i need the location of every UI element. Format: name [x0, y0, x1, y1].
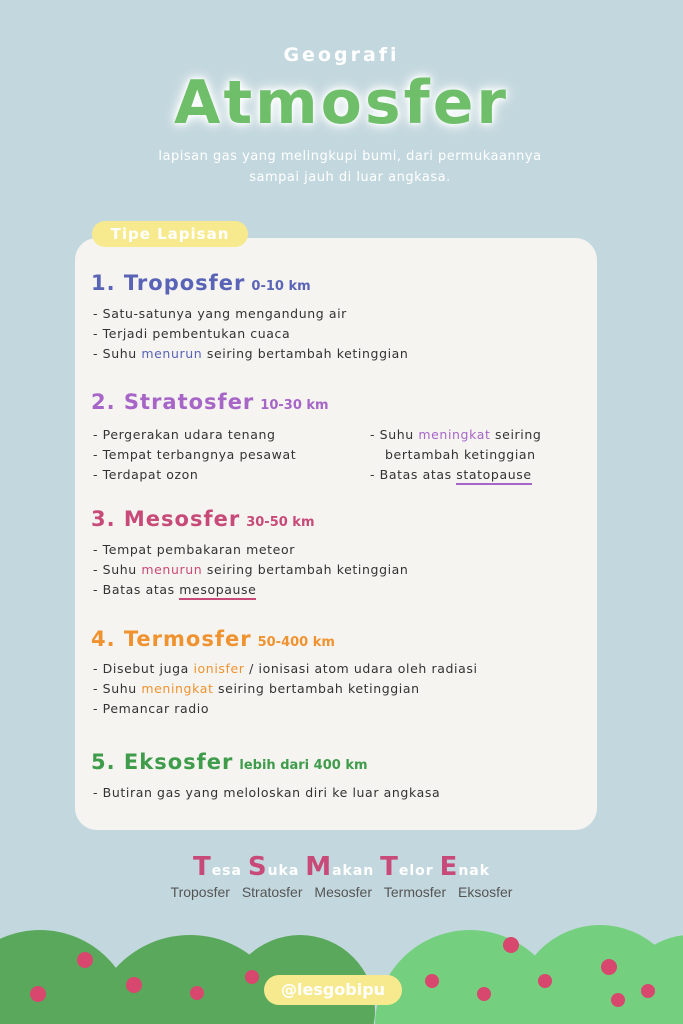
- mnemonic: [0, 852, 683, 882]
- item-text: / ionisasi atom udara oleh radiasi: [244, 661, 478, 676]
- list-item: - Terdapat ozon: [93, 467, 199, 482]
- underlined-word: statopause: [456, 467, 531, 485]
- list-item: - Butiran gas yang meloloskan diri ke luar angkasa: [93, 785, 441, 800]
- list-item: [93, 346, 408, 361]
- mnemonic-cap: T: [380, 852, 399, 882]
- layer-range: 0-10 km: [251, 279, 311, 294]
- layer-title-troposfer: [91, 271, 311, 295]
- layer-name: 4. Termosfer: [91, 627, 252, 651]
- list-item: [93, 562, 408, 577]
- item-text: - Disebut juga: [93, 661, 194, 676]
- berry-shape: [611, 993, 625, 1007]
- mnemonic-word: [305, 852, 375, 882]
- list-item: [93, 661, 478, 676]
- item-text: seiring bertambah ketinggian: [202, 346, 409, 361]
- berry-shape: [477, 987, 491, 1001]
- mnemonic-cap: T: [192, 852, 212, 882]
- layer-name: 2. Stratosfer: [91, 390, 255, 414]
- mnemonic-word: [439, 852, 491, 882]
- berry-shape: [245, 970, 259, 984]
- berry-shape: [641, 984, 655, 998]
- layer-name: 1. Troposfer: [91, 271, 246, 295]
- legend-item: Termosfer: [383, 884, 447, 900]
- legend-item: Mesosfer: [314, 884, 372, 900]
- list-item: - Tempat terbangnya pesawat: [93, 447, 297, 462]
- item-text: seiring bertambah ketinggian: [213, 681, 420, 696]
- berry-shape: [126, 977, 142, 993]
- highlight-word: meningkat: [418, 427, 491, 442]
- layer-name: 3. Mesosfer: [91, 507, 241, 531]
- berry-shape: [538, 974, 552, 988]
- mnemonic-cap: S: [247, 852, 268, 882]
- list-item: [93, 681, 420, 696]
- mnemonic-rest: elor: [398, 863, 434, 879]
- bushes-decoration: [0, 915, 683, 1024]
- mnemonic-rest: akan: [332, 863, 375, 879]
- highlight-word: ionisfer: [193, 661, 245, 676]
- layer-title-eksosfer: [91, 750, 368, 774]
- list-item: - Terjadi pembentukan cuaca: [93, 326, 291, 341]
- item-text: seiring: [490, 427, 542, 442]
- page-description: lapisan gas yang melingkupi bumi, dari permukaannya sampai jauh di luar angkasa.: [158, 149, 542, 185]
- list-item: [370, 427, 541, 442]
- legend-item: Troposfer: [170, 884, 230, 900]
- berry-shape: [503, 937, 519, 953]
- list-item: - Pergerakan udara tenang: [93, 427, 276, 442]
- list-item: [93, 582, 256, 597]
- mnemonic-legend: [0, 884, 683, 900]
- layer-name: 5. Eksosfer: [91, 750, 234, 774]
- page-title: Atmosfer: [174, 68, 509, 138]
- item-text: - Suhu: [93, 346, 142, 361]
- list-item: [370, 467, 532, 482]
- page-subtitle: Geografi: [283, 44, 400, 66]
- item-text: - Suhu: [93, 562, 142, 577]
- item-text: - Suhu: [93, 681, 142, 696]
- item-text: seiring bertambah ketinggian: [202, 562, 409, 577]
- berry-shape: [77, 952, 93, 968]
- mnemonic-rest: nak: [458, 863, 491, 879]
- mnemonic-cap: E: [439, 852, 459, 882]
- item-text: - Batas atas: [370, 467, 457, 482]
- layer-range: 30-50 km: [246, 515, 315, 530]
- mnemonic-word: [192, 852, 242, 882]
- underlined-word: mesopause: [179, 582, 256, 600]
- list-item: - Pemancar radio: [93, 701, 210, 716]
- layer-title-stratosfer: [91, 390, 329, 414]
- layer-range: 10-30 km: [260, 398, 329, 413]
- berry-shape: [190, 986, 204, 1000]
- highlight-word: menurun: [141, 346, 203, 361]
- list-item: - Satu-satunya yang mengandung air: [93, 306, 347, 321]
- highlight-word: meningkat: [141, 681, 214, 696]
- section-tag: Tipe Lapisan: [92, 221, 248, 247]
- layer-range: 50-400 km: [257, 635, 335, 650]
- berry-shape: [425, 974, 439, 988]
- social-handle: @lesgobipu: [264, 975, 402, 1005]
- list-item: - Tempat pembakaran meteor: [93, 542, 295, 557]
- berry-shape: [601, 959, 617, 975]
- mnemonic-cap: M: [305, 852, 333, 882]
- legend-item: Eksosfer: [458, 884, 513, 900]
- item-text: - Suhu: [370, 427, 419, 442]
- mnemonic-word: [247, 852, 300, 882]
- layer-title-mesosfer: [91, 507, 315, 531]
- list-item: bertambah ketinggian: [385, 447, 536, 462]
- mnemonic-rest: esa: [211, 863, 242, 879]
- mnemonic-word: [380, 852, 434, 882]
- berry-shape: [30, 986, 46, 1002]
- mnemonic-rest: uka: [267, 863, 300, 879]
- legend-item: Stratosfer: [241, 884, 303, 900]
- layer-range: lebih dari 400 km: [239, 758, 368, 773]
- layer-title-termosfer: [91, 627, 335, 651]
- item-text: - Batas atas: [93, 582, 180, 597]
- highlight-word: menurun: [141, 562, 203, 577]
